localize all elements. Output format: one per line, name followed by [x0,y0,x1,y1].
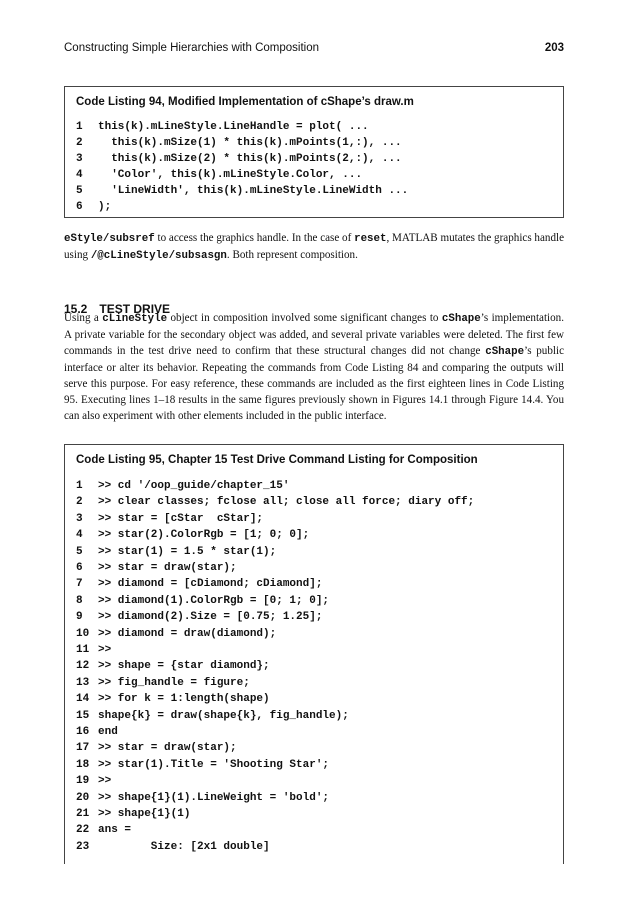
code-line [76,529,309,545]
line-number: 15 [76,709,90,722]
code-text: >> cd '/oop_guide/chapter_15' [98,480,290,492]
code-text: >> clear classes; fclose all; close all force; diary off; [98,496,475,509]
code-text: >> fig_handle = figure; [98,676,250,689]
code-text: >> star = [cStar cStar]; [98,512,264,525]
page-number: 203 [544,42,564,54]
section-title: TEST DRIVE [99,302,171,316]
code-line [76,710,349,726]
inline-code: reset [354,233,387,245]
code-line [76,792,329,808]
line-number: 3 [76,512,83,525]
line-number: 16 [76,726,90,738]
line-number: 3 [76,153,83,165]
line-number: 22 [76,824,90,837]
line-number: 5 [76,545,83,558]
code-line [76,775,111,791]
code-line [76,137,402,153]
code-line [76,611,322,627]
line-number: 7 [76,578,83,591]
code-text: this(k).mSize(2) * this(k).mPoints(2,:), ... [98,153,402,165]
code-text: >> diamond(2).Size = [0.75; 1.25]; [98,611,323,624]
code-text: >> star = draw(star); [98,742,237,755]
inline-code: cShape [441,313,481,325]
code-text: >> diamond = [cDiamond; cDiamond]; [98,578,323,591]
inline-code: eStyle/subsref [64,233,155,245]
line-number: 8 [76,594,83,607]
paragraph-text: object in composition involved some significant changes to [167,312,442,324]
code-line [76,153,402,169]
line-number: 9 [76,611,83,624]
line-number: 18 [76,758,90,771]
body-paragraph-2 [64,310,564,424]
code-text: 'LineWidth', this(k).mLineStyle.LineWidth ... [98,185,409,197]
line-number: 1 [76,480,83,492]
code-line [76,824,131,840]
code-line [76,660,270,676]
code-line [76,562,237,578]
code-text: >> star(1) = 1.5 * star(1); [98,545,277,558]
line-number: 12 [76,660,90,673]
code-line [76,185,408,201]
code-text: Size: [2x1 double] [98,840,270,853]
code-line [76,841,270,857]
code-text: >> shape{1}(1).LineWeight = 'bold'; [98,791,330,804]
code-text: 'Color', this(k).mLineStyle.Color, ... [98,169,363,181]
code-line [76,578,322,594]
line-number: 6 [76,201,83,213]
line-number: 2 [76,137,83,149]
code-text: this(k).mSize(1) * this(k).mPoints(1,:), ... [98,137,402,149]
code-line [76,595,329,611]
listing-caption: Code Listing 94, Modified Implementation of cShape’s draw.m [76,96,414,108]
line-number: 6 [76,562,83,574]
code-text: >> diamond(1).ColorRgb = [0; 1; 0]; [98,594,330,607]
code-line [76,121,369,137]
line-number: 19 [76,775,90,788]
paragraph-text: ’s implementation. A private variable for the secondary object was added, and several private variables were deleted. The first few commands in the test drive need to confirm that these structural changes did not change [64,312,565,357]
code-line [76,628,276,644]
code-line [76,677,250,693]
paragraph-text: ’s public interface or alter its behavior. Repeating the commands from Code Listing 84 and comparing the outputs will serve this purpose. For easy reference, these commands are included as the first eighteen lines in Code Listing 95. Executing lines 1–18 results in the same figures previously shown in Figures 14.1 through Figure 14.4. You can also experiment with other elements included in the public interface. [64,345,564,422]
line-number: 11 [76,644,90,656]
line-number: 23 [76,840,90,853]
code-text: >> [98,775,112,788]
running-header-title: Constructing Simple Hierarchies with Composition [64,42,320,54]
code-listing-94 [64,86,564,218]
code-text: this(k).mLineStyle.LineHandle = plot( ... [98,121,369,133]
code-text: ans = [98,824,132,837]
listing-caption: Code Listing 95, Chapter 15 Test Drive Command Listing for Composition [76,454,478,466]
line-number: 17 [76,742,90,755]
code-line [76,169,362,185]
code-line [76,742,237,758]
code-text: end [98,726,118,738]
code-text: >> [98,644,112,656]
body-paragraph-1 [64,230,564,264]
line-number: 20 [76,791,90,804]
line-number: 10 [76,627,90,640]
code-text: >> shape = {star diamond}; [98,660,270,673]
code-line [76,496,474,512]
code-line [76,201,111,217]
code-text: >> for k = 1:length(shape) [98,693,270,706]
code-listing-95 [64,444,564,864]
line-number: 4 [76,529,83,542]
line-number: 1 [76,121,83,133]
code-text: >> star = draw(star); [98,562,237,574]
code-line [76,693,270,709]
inline-code: /@cLineStyle/subsasgn [90,250,227,262]
inline-code: cShape [485,346,525,358]
line-number: 21 [76,808,90,820]
line-number: 4 [76,169,83,181]
paragraph-text: , MATLAB mutates the graphics handle using [64,232,564,261]
code-text: >> star(1).Title = 'Shooting Star'; [98,758,330,771]
code-line [76,644,111,660]
code-text: >> shape{1}(1) [98,808,191,820]
code-text: >> star(2).ColorRgb = [1; 0; 0]; [98,529,310,542]
code-line [76,808,190,824]
code-line [76,546,276,562]
line-number: 14 [76,693,90,706]
code-line [76,480,289,496]
section-number: 15.2 [64,302,88,316]
code-line [76,726,118,742]
line-number: 13 [76,676,90,689]
code-text: shape{k} = draw(shape{k}, fig_handle); [98,709,349,722]
paragraph-text: Using a [64,312,103,324]
line-number: 2 [76,496,83,509]
running-header [64,42,564,60]
line-number: 5 [76,185,83,197]
code-line [76,513,263,529]
paragraph-text: to access the graphics handle. In the case of [154,232,355,244]
code-text: ); [98,201,112,213]
code-line [76,759,329,775]
code-text: >> diamond = draw(diamond); [98,627,277,640]
inline-code: cLineStyle [102,313,168,325]
paragraph-text: . Both represent composition. [226,249,358,261]
